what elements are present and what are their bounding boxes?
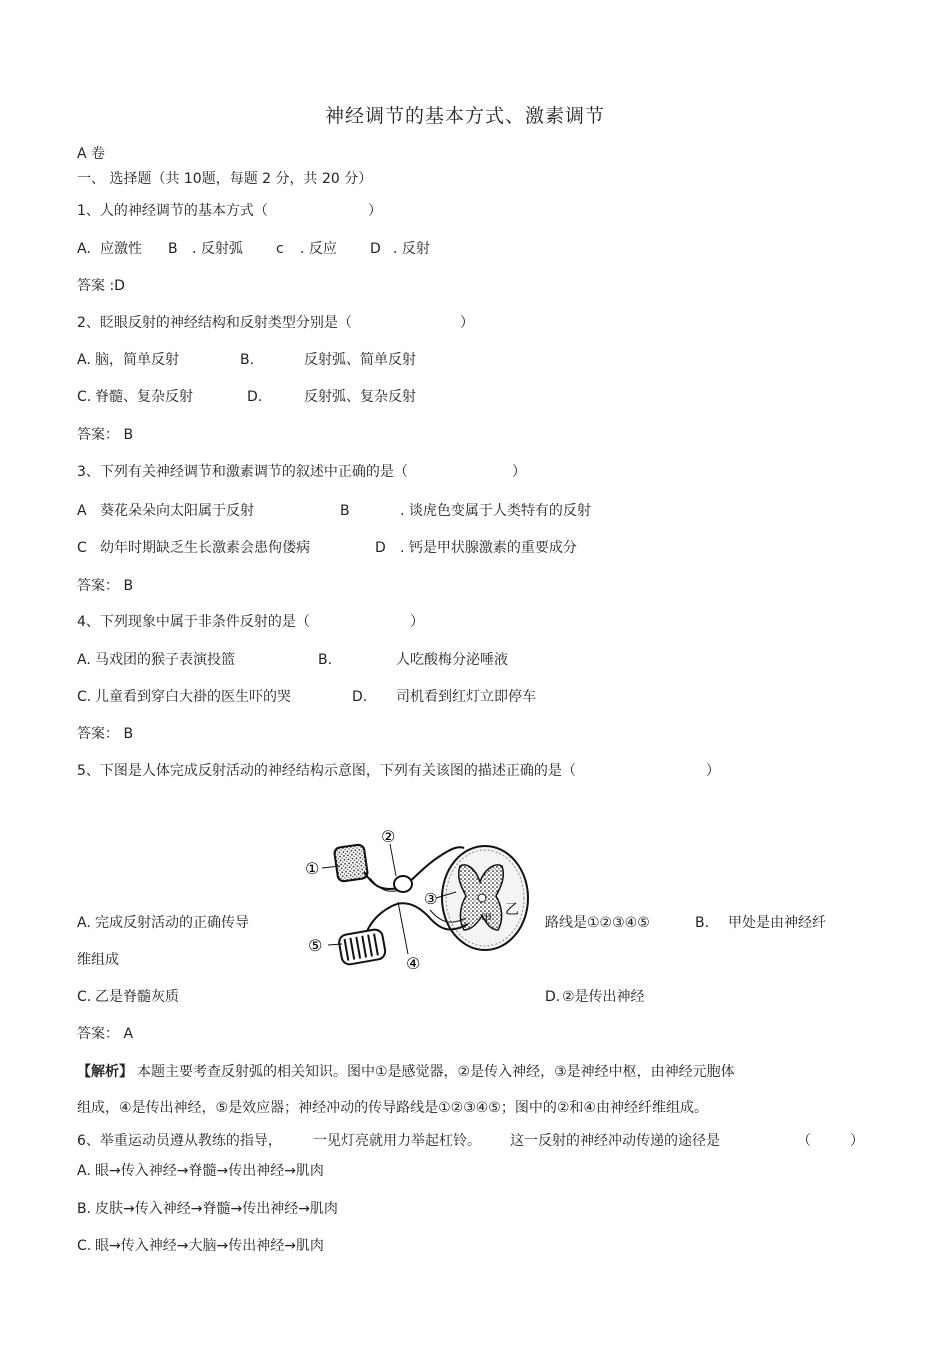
q5-option-d-text: ②是传出神经 bbox=[562, 989, 645, 1005]
q4-option-a-text: 马戏团的猴子表演投篮 bbox=[95, 652, 235, 668]
q1-option-a-letter: A. bbox=[77, 241, 91, 257]
q3-option-d-text: . 钙是甲状腺激素的重要成分 bbox=[400, 540, 577, 556]
question-6-paren-open: （ bbox=[797, 1133, 811, 1149]
q5-option-c-letter: C. bbox=[77, 989, 92, 1005]
q3-option-c-text: 幼年时期缺乏生长激素会患佝偻病 bbox=[100, 540, 310, 556]
effector-shape bbox=[338, 928, 387, 965]
label-yi: 乙 bbox=[505, 902, 519, 918]
q2-option-c-letter: C. bbox=[77, 389, 92, 405]
ganglion-shape bbox=[394, 876, 412, 892]
q5-analysis-line-2: 组成，④是传出神经，⑤是效应器；神经冲动的传导路线是①②③④⑤；图中的②和④由神经纤维组成。 bbox=[77, 1100, 708, 1116]
q3-answer: 答案： B bbox=[77, 578, 134, 594]
q2-option-b-text: 反射弧、简单反射 bbox=[304, 352, 416, 368]
q2-option-d-letter: D. bbox=[247, 389, 263, 405]
section-heading: 一、 选择题（共 10题，每题 2 分，共 20 分） bbox=[77, 171, 373, 187]
q6-option-a-text: 眼→传入神经→脊髓→传出神经→肌肉 bbox=[95, 1163, 324, 1179]
q5-option-a-continued: 路线是①②③④⑤ bbox=[545, 915, 650, 931]
q5-option-b-continued: 维组成 bbox=[77, 952, 119, 968]
q5-option-a-letter: A. bbox=[77, 915, 91, 931]
q5-option-b-letter: B. bbox=[695, 915, 710, 931]
q5-option-b-text: 甲处是由神经纤 bbox=[728, 915, 826, 931]
q5-option-c-text: 乙是脊髓灰质 bbox=[95, 989, 179, 1005]
q2-option-d-text: 反射弧、复杂反射 bbox=[304, 389, 416, 405]
question-6-stem-part-3: 这一反射的神经冲动传递的途径是 bbox=[510, 1133, 720, 1149]
q4-option-d-letter: D. bbox=[352, 689, 368, 705]
q2-option-b-letter: B. bbox=[240, 352, 255, 368]
label-jia: 甲 bbox=[481, 912, 492, 925]
q3-option-c-letter: C bbox=[77, 540, 87, 556]
q4-option-c-letter: C. bbox=[77, 689, 92, 705]
q2-option-a-text: 脑，简单反射 bbox=[95, 352, 179, 368]
paper-label: A 卷 bbox=[77, 146, 106, 162]
q3-option-a-letter: A bbox=[77, 503, 87, 519]
q1-option-a-text: 应激性 bbox=[100, 241, 142, 257]
q6-option-c-text: 眼→传入神经→大脑→传出神经→肌肉 bbox=[95, 1238, 324, 1254]
question-6-paren-close: ） bbox=[850, 1133, 864, 1149]
q5-answer: 答案： A bbox=[77, 1026, 134, 1042]
question-6-stem-part-1: 6、举重运动员遵从教练的指导， bbox=[77, 1133, 282, 1149]
q5-analysis-tag: 【解析】 bbox=[77, 1064, 133, 1080]
q4-option-a-letter: A. bbox=[77, 652, 91, 668]
q4-option-b-text: 人吃酸梅分泌唾液 bbox=[396, 652, 508, 668]
receptor-shape bbox=[334, 844, 368, 882]
q6-option-a-letter: A. bbox=[77, 1163, 91, 1179]
label-5: ⑤ bbox=[308, 936, 323, 955]
label-3: ③ bbox=[424, 890, 438, 908]
q1-option-c-letter: c bbox=[276, 241, 284, 257]
q3-option-a-text: 葵花朵朵向太阳属于反射 bbox=[100, 503, 254, 519]
q4-option-b-letter: B. bbox=[318, 652, 333, 668]
q6-option-b-text: 皮肤→传入神经→脊髓→传出神经→肌肉 bbox=[95, 1201, 338, 1217]
q1-option-d-letter: D bbox=[370, 241, 381, 257]
question-1-paren-close: ） bbox=[368, 203, 382, 219]
q1-option-c-text: . 反应 bbox=[300, 241, 337, 257]
q2-option-a-letter: A. bbox=[77, 352, 91, 368]
q4-option-c-text: 儿童看到穿白大褂的医生吓的哭 bbox=[95, 689, 291, 705]
reflex-arc-diagram bbox=[300, 826, 532, 976]
q6-option-b-letter: B. bbox=[77, 1201, 92, 1217]
q2-option-c-text: 脊髓、复杂反射 bbox=[95, 389, 193, 405]
label-1: ① bbox=[305, 859, 320, 878]
q1-option-d-text: . 反射 bbox=[393, 241, 430, 257]
q1-answer: 答案 :D bbox=[77, 278, 125, 294]
q1-option-b-letter: B bbox=[168, 241, 178, 257]
question-1-stem: 1、人的神经调节的基本方式（ bbox=[77, 203, 268, 219]
q4-option-d-text: 司机看到红灯立即停车 bbox=[396, 689, 536, 705]
question-5-paren-close: ） bbox=[706, 763, 720, 779]
question-4-stem: 4、下列现象中属于非条件反射的是（ bbox=[77, 614, 310, 630]
question-2-stem: 2、眨眼反射的神经结构和反射类型分别是（ bbox=[77, 315, 352, 331]
question-6-stem-part-2: 一见灯亮就用力举起杠铃。 bbox=[313, 1133, 481, 1149]
page-title: 神经调节的基本方式、激素调节 bbox=[325, 105, 606, 127]
q5-option-d-letter: D. bbox=[545, 989, 561, 1005]
question-3-stem: 3、下列有关神经调节和激素调节的叙述中正确的是（ bbox=[77, 464, 408, 480]
question-3-paren-close: ） bbox=[512, 464, 526, 480]
q3-option-b-letter: B bbox=[340, 503, 350, 519]
q3-option-b-text: . 谈虎色变属于人类特有的反射 bbox=[400, 503, 591, 519]
q4-answer: 答案： B bbox=[77, 726, 134, 742]
q3-option-d-letter: D bbox=[375, 540, 386, 556]
question-4-paren-close: ） bbox=[410, 614, 424, 630]
question-2-paren-close: ） bbox=[460, 315, 474, 331]
q5-analysis-line-1: 本题主要考查反射弧的相关知识。图中①是感觉器，②是传入神经，③是神经中枢，由神经元胞体 bbox=[137, 1064, 735, 1080]
label-2: ② bbox=[381, 827, 396, 846]
label-4: ④ bbox=[406, 954, 421, 973]
q5-option-a-text: 完成反射活动的正确传导 bbox=[95, 915, 249, 931]
q6-option-c-letter: C. bbox=[77, 1238, 92, 1254]
question-5-stem: 5、下图是人体完成反射活动的神经结构示意图，下列有关该图的描述正确的是（ bbox=[77, 763, 576, 779]
q1-option-b-text: . 反射弧 bbox=[192, 241, 243, 257]
q2-answer: 答案： B bbox=[77, 427, 134, 443]
